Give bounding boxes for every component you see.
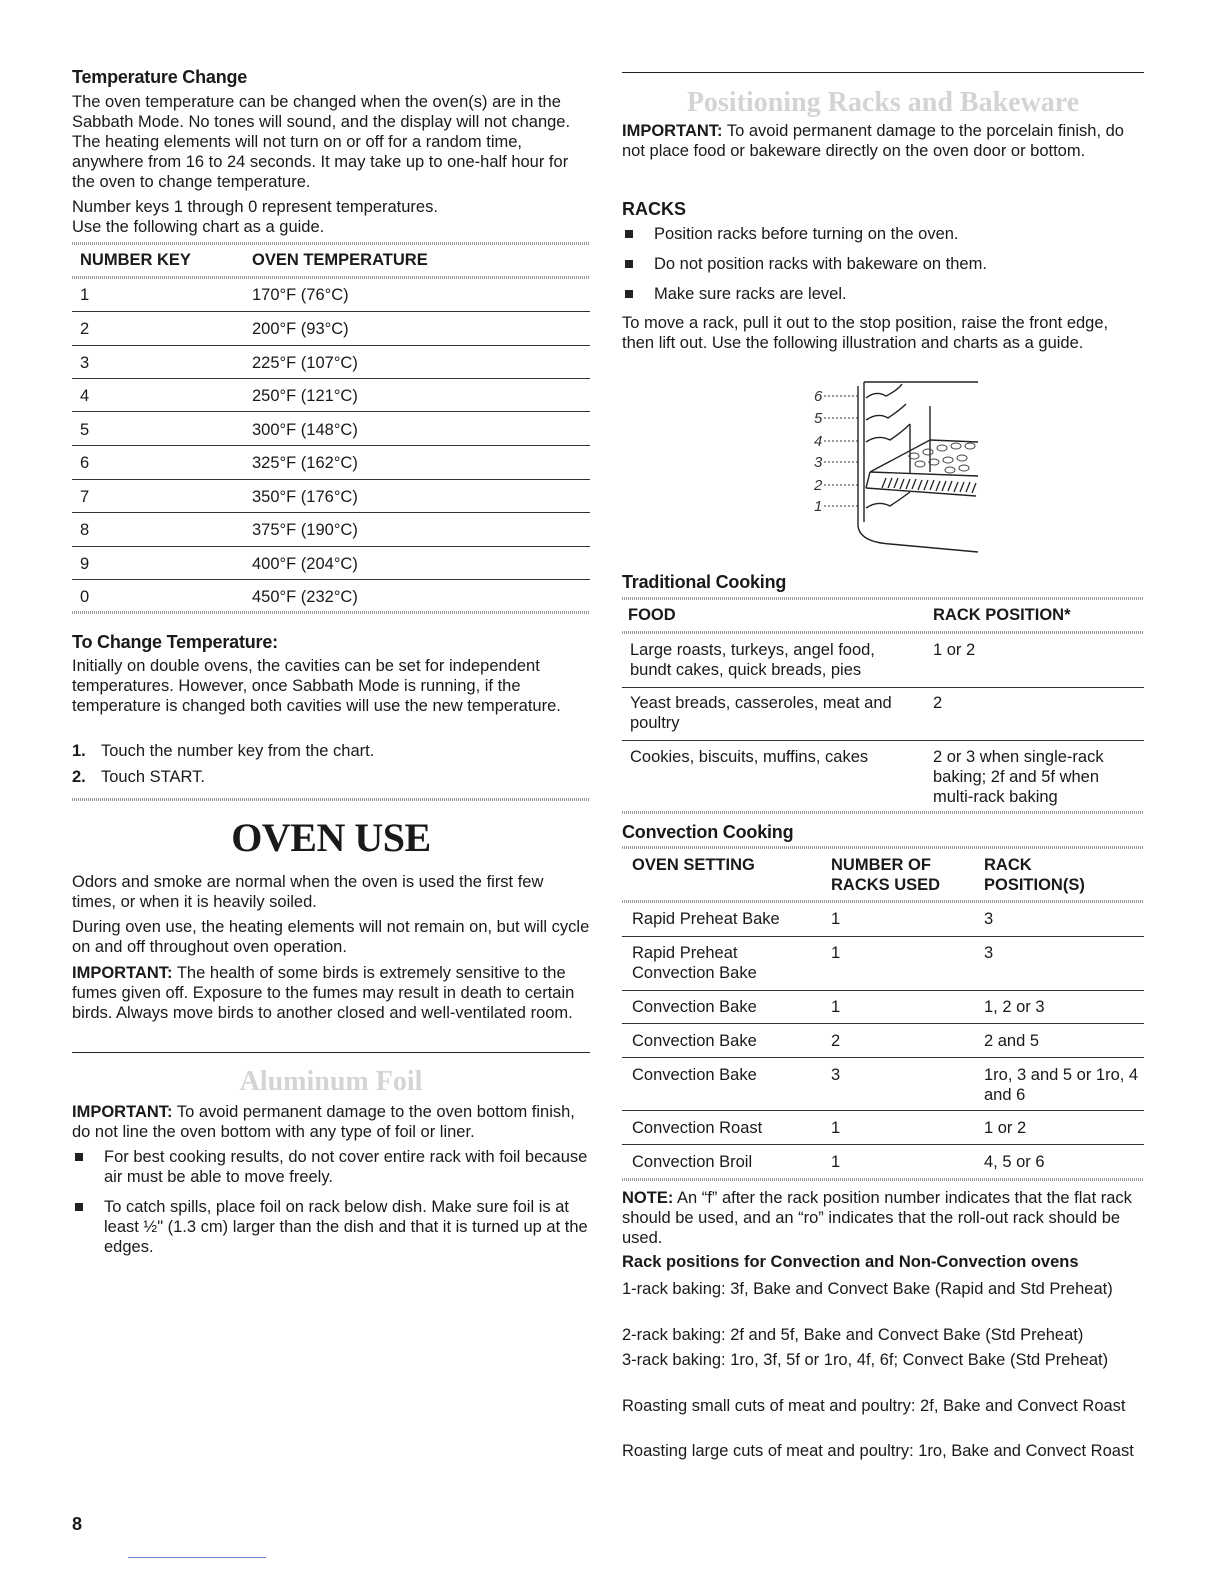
table-row: [72, 420, 590, 446]
oven-setting-cell: Convection Bake: [632, 1032, 757, 1050]
note-text: An “f” after the rack position number indicates that the flat rack should be used, and an “ro” indicates that the roll-out rack should be used.: [622, 1189, 1132, 1247]
bullet-text: Make sure racks are level.: [654, 285, 847, 303]
table-row: [72, 386, 590, 412]
step-text: Touch START.: [101, 768, 205, 786]
table-row: [72, 285, 590, 312]
food-cell: Yeast breads, casseroles, meat and poultry: [630, 694, 892, 732]
racks-used-cell: 1: [831, 1153, 841, 1171]
table-row: [622, 943, 1144, 991]
rack-label-3: 3: [814, 454, 823, 471]
table-row: [622, 693, 1144, 741]
table-header-hatch: [72, 276, 590, 279]
rack-positions-cell: 3: [984, 910, 994, 928]
number-key-cell: 1: [80, 286, 90, 304]
number-key-cell: 2: [80, 320, 90, 338]
rack-positions-heading: Rack positions for Convection and Non-Convection ovens: [622, 1253, 1079, 1271]
rack-position-item: 3-rack baking: 1ro, 3f, 5f or 1ro, 4f, 6f; Convect Bake (Std Preheat): [622, 1351, 1109, 1369]
oven-temperature-cell: 375°F (190°C): [252, 521, 358, 539]
racks-used-cell: 1: [831, 998, 841, 1016]
bullet-text: Position racks before turning on the oven.: [654, 225, 959, 243]
number-key-cell: 0: [80, 588, 90, 606]
rack-positions-cell: 1ro, 3 and 5 or 1ro, 4 and 6: [984, 1066, 1139, 1104]
table-row: [72, 587, 590, 609]
table-row: [72, 353, 590, 379]
table-row: [72, 319, 590, 346]
table-header-hatch: [622, 900, 1144, 903]
oven-setting-cell: Convection Bake: [632, 1066, 757, 1084]
important-label: IMPORTANT:: [622, 122, 723, 140]
rack-label-1: 1: [814, 498, 823, 515]
oven-setting-cell: Rapid Preheat Convection Bake: [632, 944, 757, 982]
header-number-key: NUMBER KEY: [80, 251, 191, 269]
oven-setting-cell: Rapid Preheat Bake: [632, 910, 780, 928]
racks-used-cell: 1: [831, 910, 841, 928]
racks-used-cell: 1: [831, 1119, 841, 1137]
rack-position-item: 2-rack baking: 2f and 5f, Bake and Convect Bake (Std Preheat): [622, 1326, 1084, 1344]
step-number: 2.: [72, 768, 86, 786]
oven-temperature-cell: 400°F (204°C): [252, 555, 358, 573]
positioning-racks-title: Positioning Racks and Bakeware: [686, 87, 1080, 118]
racks-used-cell: 3: [831, 1066, 841, 1084]
table-row: [622, 1152, 1144, 1176]
table-row: [72, 554, 590, 580]
oven-temperature-cell: 350°F (176°C): [252, 488, 358, 506]
important-text: To avoid permanent damage to the porcelain finish, do not place food or bakeware directly on the oven door or bottom.: [622, 122, 1124, 160]
traditional-cooking-heading: Traditional Cooking: [622, 572, 787, 592]
number-key-cell: 4: [80, 387, 90, 405]
temperature-change-intro: The oven temperature can be changed when the oven(s) are in the Sabbath Mode. No tones will sound, and the display will not change. The heating elements will not turn on or off for a random time, anywhere from 16 to 24 seconds. It may take up to one-half hour for the oven to change temperature.: [72, 93, 571, 191]
racks-used-cell: 1: [831, 944, 841, 962]
header-rack-positions: RACK POSITION(S): [984, 856, 1085, 894]
table-header-hatch: [622, 631, 1144, 634]
rack-position-item: Roasting large cuts of meat and poultry: 1ro, Bake and Convect Roast: [622, 1442, 1134, 1460]
section-rule: [622, 72, 1144, 73]
number-key-cell: 6: [80, 454, 90, 472]
bullet-square-icon: [625, 230, 633, 238]
rack-label-4: 4: [814, 433, 823, 450]
number-key-cell: 9: [80, 555, 90, 573]
page-number: 8: [72, 1514, 83, 1534]
header-food: FOOD: [628, 606, 676, 624]
rack-positions-cell: 1, 2 or 3: [984, 998, 1045, 1016]
header-oven-temperature: OVEN TEMPERATURE: [252, 251, 428, 269]
oven-temperature-cell: 200°F (93°C): [252, 320, 349, 338]
oven-use-p2: During oven use, the heating elements will not remain on, but will cycle on and off throughout oven operation.: [72, 918, 590, 956]
racks-important: [622, 121, 1144, 161]
table-row: [622, 1031, 1144, 1058]
rack-positions-cell: 4, 5 or 6: [984, 1153, 1045, 1171]
important-label: IMPORTANT:: [72, 1103, 173, 1121]
step-number: 1.: [72, 742, 86, 760]
table-row: [622, 997, 1144, 1024]
header-oven-setting: OVEN SETTING: [632, 856, 755, 874]
rack-positions-cell: 2 and 5: [984, 1032, 1040, 1050]
table-row: [622, 640, 1144, 688]
food-cell: Large roasts, turkeys, angel food, bundt cakes, quick breads, pies: [630, 641, 875, 679]
rack-position-item: 1-rack baking: 3f, Bake and Convect Bake (Rapid and Std Preheat): [622, 1280, 1113, 1298]
oven-use-important: [72, 963, 590, 1023]
rack-positions-cell: 1 or 2: [984, 1119, 1027, 1137]
table-top-hatch: [622, 597, 1144, 600]
table-row: [622, 747, 1144, 807]
convection-cooking-heading: Convection Cooking: [622, 822, 794, 842]
bullet-text: Do not position racks with bakeware on them.: [654, 255, 987, 273]
racks-used-cell: 2: [831, 1032, 841, 1050]
rack-positions-cell: 3: [984, 944, 994, 962]
table-row: [72, 520, 590, 547]
rack-label-2: 2: [814, 477, 823, 494]
number-key-cell: 8: [80, 521, 90, 539]
table-row: [72, 487, 590, 513]
header-rack-position: RACK POSITION*: [933, 606, 1071, 624]
rack-position-cell: 1 or 2: [933, 641, 976, 659]
table-row: [622, 1065, 1144, 1111]
aluminum-foil-title: Aluminum Foil: [239, 1066, 423, 1097]
rack-label-6: 6: [814, 388, 823, 405]
bullet-square-icon: [625, 260, 633, 268]
move-rack-text: To move a rack, pull it out to the stop position, raise the front edge, then lift out. Use the following illustration and charts as a guide.: [622, 314, 1109, 352]
temperature-table-header: [72, 250, 590, 278]
table-bottom-hatch: [622, 1178, 1144, 1181]
section-divider-hatch: [72, 798, 590, 801]
oven-temperature-cell: 325°F (162°C): [252, 454, 358, 472]
oven-temperature-cell: 250°F (121°C): [252, 387, 358, 405]
oven-setting-cell: Convection Broil: [632, 1153, 753, 1171]
number-key-cell: 3: [80, 354, 90, 372]
bullet-square-icon: [75, 1203, 83, 1211]
oven-temperature-cell: 300°F (148°C): [252, 421, 358, 439]
temperature-change-heading: Temperature Change: [72, 67, 248, 87]
to-change-temperature-heading: To Change Temperature:: [72, 632, 278, 652]
table-bottom-hatch: [622, 811, 1144, 814]
bullet-text: For best cooking results, do not cover entire rack with foil because air must be able to move freely.: [104, 1148, 588, 1186]
bullet-square-icon: [625, 290, 633, 298]
table-row: [72, 453, 590, 480]
rack-label-5: 5: [814, 410, 823, 427]
convection-table-header: [622, 855, 1144, 899]
footer-rule: [128, 1557, 266, 1558]
number-keys-text: Number keys 1 through 0 represent temperatures.: [72, 198, 438, 216]
rack-position-item: Roasting small cuts of meat and poultry: 2f, Bake and Convect Roast: [622, 1397, 1126, 1415]
important-label: IMPORTANT:: [72, 964, 173, 982]
oven-temperature-cell: 450°F (232°C): [252, 588, 358, 606]
oven-setting-cell: Convection Roast: [632, 1119, 763, 1137]
racks-heading: RACKS: [622, 199, 687, 219]
table-row: [622, 909, 1144, 937]
traditional-table-header: [622, 605, 1144, 629]
food-cell: Cookies, biscuits, muffins, cakes: [630, 748, 869, 766]
header-number-of-racks: NUMBER OF RACKS USED: [831, 856, 941, 894]
foil-important: [72, 1102, 590, 1142]
table-bottom-hatch: [72, 611, 590, 614]
chart-guide-text: Use the following chart as a guide.: [72, 218, 325, 236]
rack-position-cell: 2: [933, 694, 943, 712]
oven-temperature-cell: 225°F (107°C): [252, 354, 358, 372]
to-change-temperature-text: Initially on double ovens, the cavities can be set for independent temperatures. However, once Sabbath Mode is running, if the temperature is changed both cavities will use the new temperature.: [72, 657, 561, 715]
number-key-cell: 7: [80, 488, 90, 506]
number-key-cell: 5: [80, 421, 90, 439]
table-top-hatch: [622, 846, 1144, 849]
section-rule: [72, 1052, 590, 1053]
important-text: To avoid permanent damage to the oven bottom finish, do not line the oven bottom with any type of foil or liner.: [72, 1103, 575, 1141]
note-paragraph: [622, 1188, 1144, 1248]
oven-temperature-cell: 170°F (76°C): [252, 286, 349, 304]
step-text: Touch the number key from the chart.: [101, 742, 375, 760]
rack-position-cell: 2 or 3 when single-rack baking; 2f and 5f when multi-rack baking: [933, 748, 1104, 806]
table-top-hatch: [72, 242, 590, 245]
important-text: The health of some birds is extremely sensitive to the fumes given off. Exposure to the fumes may result in death to certain birds. Always move birds to another closed and well-ventilated room.: [72, 964, 575, 1022]
bullet-square-icon: [75, 1153, 83, 1161]
rack-positions-illustration: [810, 376, 980, 560]
oven-setting-cell: Convection Bake: [632, 998, 757, 1016]
bullet-text: To catch spills, place foil on rack below dish. Make sure foil is at least ½" (1.3 cm) larger than the dish and that it is turned up at the edges.: [104, 1198, 588, 1256]
oven-use-title: OVEN USE: [231, 815, 431, 860]
table-row: [622, 1118, 1144, 1145]
oven-use-p1: Odors and smoke are normal when the oven is used the first few times, or when it is heavily soiled.: [72, 873, 544, 911]
note-label: NOTE:: [622, 1189, 674, 1207]
